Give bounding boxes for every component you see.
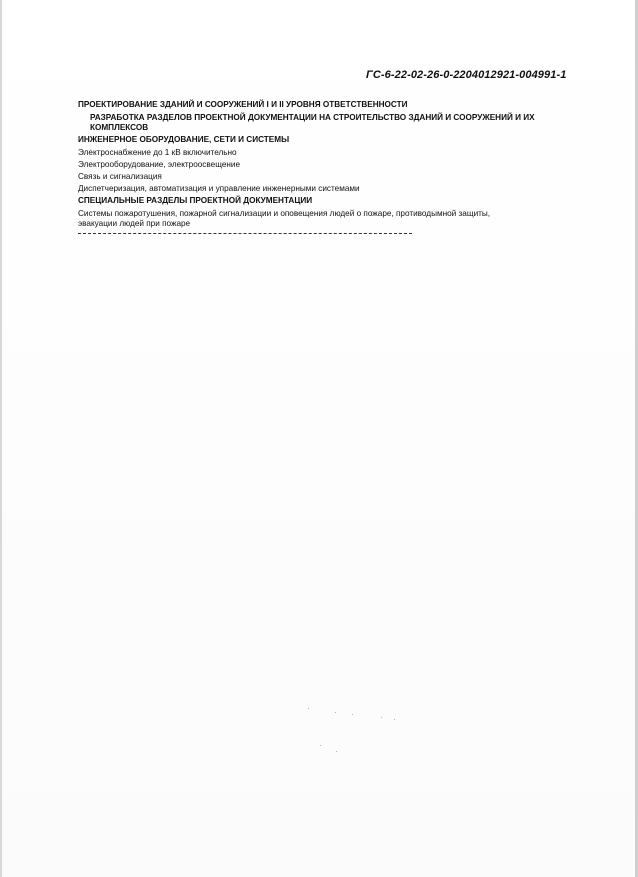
item-communication-signaling: Связь и сигнализация <box>78 172 162 181</box>
item-power-supply: Электроснабжение до 1 кВ включительно <box>78 148 237 157</box>
scan-speck <box>335 712 336 713</box>
scan-left-edge <box>0 0 2 877</box>
scan-speck <box>381 717 382 718</box>
scan-speck <box>352 714 353 715</box>
document-number: ГС-6-22-02-26-0-2204012921-004991-1 <box>366 69 567 81</box>
section-design-buildings: ПРОЕКТИРОВАНИЕ ЗДАНИЙ И СООРУЖЕНИЙ I И II УРОВНЯ ОТВЕТСТВЕННОСТИ <box>78 100 408 109</box>
item-dispatch-automation: Диспетчеризация, автоматизация и управление инженерными системами <box>78 184 360 193</box>
section-project-documentation: РАЗРАБОТКА РАЗДЕЛОВ ПРОЕКТНОЙ ДОКУМЕНТАЦИИ НА СТРОИТЕЛЬСТВО ЗДАНИЙ И СООРУЖЕНИЙ И ИХ КОМПЛЕКСОВ <box>90 113 535 132</box>
scan-speck <box>320 745 321 746</box>
section-special-documentation: СПЕЦИАЛЬНЫЕ РАЗДЕЛЫ ПРОЕКТНОЙ ДОКУМЕНТАЦИИ <box>78 196 313 205</box>
scan-speck <box>336 751 337 752</box>
section-engineering-equipment: ИНЖЕНЕРНОЕ ОБОРУДОВАНИЕ, СЕТИ И СИСТЕМЫ <box>78 135 290 144</box>
item-fire-protection-systems: Системы пожаротушения, пожарной сигнализации и оповещения людей о пожаре, противодымной защиты, эвакуации людей при пожаре <box>78 209 491 228</box>
dashed-separator <box>78 233 412 234</box>
item-electrical-equipment: Электрооборудование, электроосвещение <box>78 160 241 169</box>
scan-speck <box>394 719 395 720</box>
scan-speck <box>308 708 309 709</box>
